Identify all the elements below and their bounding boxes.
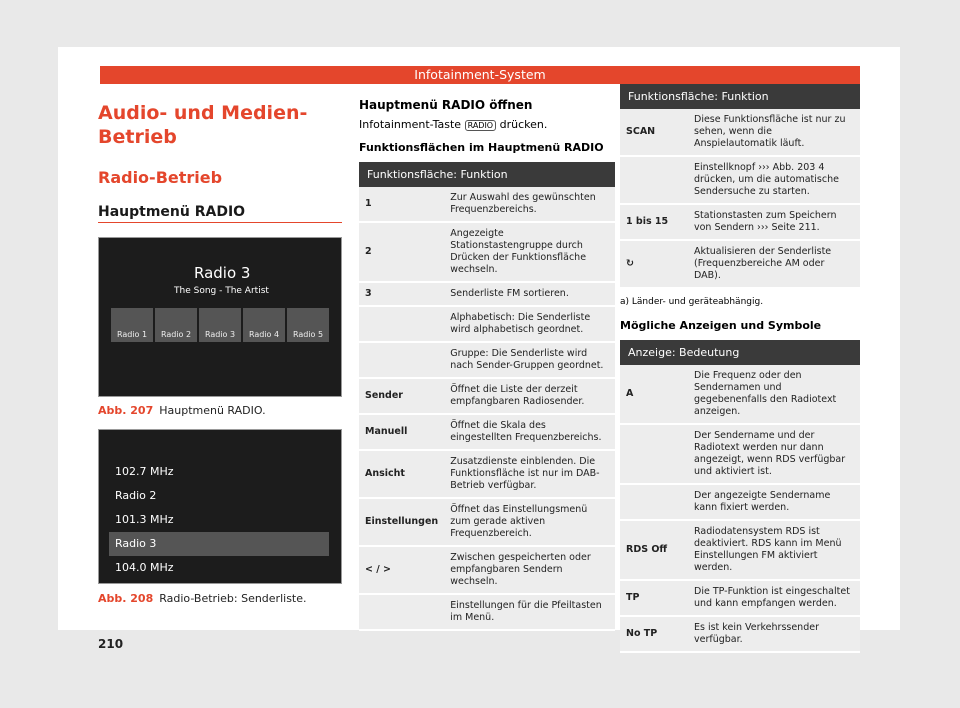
caption-number: Abb. 207 [98,404,154,417]
row-key [620,424,688,484]
row-value: Aktualisieren der Senderliste (Frequenzbereiche AM oder DAB). [688,240,860,288]
symbols-table [620,340,860,653]
table-row [620,109,860,156]
table-row [359,594,615,630]
row-value: Öffnet die Skala des eingestellten Frequenzbereichs. [444,414,615,450]
table-row [359,342,615,378]
row-value: Der angezeigte Sendername kann fixiert werden. [688,484,860,520]
row-value: Gruppe: Die Senderliste wird nach Sender-Gruppen geordnet. [444,342,615,378]
row-key: 1 [359,187,444,222]
screen-title: Radio 3 [194,264,251,282]
table-row [620,616,860,652]
row-key [359,306,444,342]
row-key: SCAN [620,109,688,156]
row-value: Die TP-Funktion ist eingeschaltet und kann empfangen werden. [688,580,860,616]
instruction-a: Infotainment-Taste [359,118,462,131]
row-value: Radiodatensystem RDS ist deaktiviert. RDS kann im Menü Einstellungen FM aktiviert werden. [688,520,860,580]
row-value: Senderliste FM sortieren. [444,282,615,306]
caption-text: Hauptmenü RADIO. [159,404,266,417]
row-value: Zusatzdienste einblenden. Die Funktionsfläche ist nur im DAB-Betrieb verfügbar. [444,450,615,498]
radio-key: RADIO [465,120,497,131]
table-header: Funktionsfläche: Funktion [620,84,860,109]
row-value: Es ist kein Verkehrssender verfügbar. [688,616,860,652]
row-key: ↻ [620,240,688,288]
preset-tile: Radio 1 [111,308,153,342]
middle-column [359,84,615,631]
station-list [109,460,329,580]
caption-text: Radio-Betrieb: Senderliste. [159,592,307,605]
row-value: Einstellungen für die Pfeiltasten im Menü. [444,594,615,630]
table-row [359,187,615,222]
preset-tile: Radio 5 [287,308,329,342]
figure-caption [98,592,307,605]
station-row: Radio 2 [115,489,157,502]
functions-table-continued [620,84,860,289]
row-key: 1 bis 15 [620,204,688,240]
row-value: Alphabetisch: Die Senderliste wird alphabetisch geordnet. [444,306,615,342]
station-row: 101.3 MHz [115,513,174,526]
row-key: Einstellungen [359,498,444,546]
table-row [620,520,860,580]
table-row [620,240,860,288]
page-header: Infotainment-System [100,66,860,84]
preset-tiles [111,308,331,346]
table-row [620,365,860,424]
row-value: Zwischen gespeicherten oder empfangbaren Sendern wechseln. [444,546,615,594]
table-header: Funktionsfläche: Funktion [359,162,615,187]
subsection-title: Hauptmenü RADIO [98,204,246,220]
symbols-title: Mögliche Anzeigen und Symbole [620,319,822,332]
row-key: Sender [359,378,444,414]
figure-radio-main [98,237,342,397]
chapter-title: Audio- und Medien-Betrieb [98,102,308,148]
figure-caption [98,404,266,417]
preset-tile: Radio 3 [199,308,241,342]
row-key: TP [620,580,688,616]
row-value: Einstellknopf ››› Abb. 203 4 drücken, um die automatische Sendersuche zu starten. [688,156,860,204]
row-key: 2 [359,222,444,282]
row-key [620,484,688,520]
table-row [359,414,615,450]
row-key: 3 [359,282,444,306]
preset-tile: Radio 4 [243,308,285,342]
table-row [359,546,615,594]
station-row: Radio 3 [109,532,329,556]
section-title: Radio-Betrieb [98,168,223,187]
table-row [620,580,860,616]
table-header: Anzeige: Bedeutung [620,340,860,365]
left-column [98,84,342,630]
row-value: Die Frequenz oder den Sendernamen und gegebenenfalls den Radiotext anzeigen. [688,365,860,424]
row-key: Ansicht [359,450,444,498]
row-key: RDS Off [620,520,688,580]
open-title: Hauptmenü RADIO öffnen [359,98,533,112]
row-key: A [620,365,688,424]
row-key [359,594,444,630]
row-value: Zur Auswahl des gewünschten Frequenzbereichs. [444,187,615,222]
row-key: Manuell [359,414,444,450]
table-row [620,424,860,484]
page-number: 210 [98,637,124,651]
table-row [359,378,615,414]
row-value: Öffnet die Liste der derzeit empfangbaren Radiosender. [444,378,615,414]
table-row [620,484,860,520]
screen-subtitle: The Song - The Artist [174,286,269,296]
table-row [620,156,860,204]
row-key: No TP [620,616,688,652]
station-row: 104.0 MHz [115,561,174,574]
figure-station-list [98,429,342,584]
preset-tile: Radio 2 [155,308,197,342]
table-row [359,498,615,546]
row-value: Der Sendername und der Radiotext werden nur dann angezeigt, wenn RDS verfügbar und aktiviert ist. [688,424,860,484]
functions-table [359,162,615,631]
instruction [359,118,615,131]
row-value: Öffnet das Einstellungsmenü zum gerade aktiven Frequenzbereich. [444,498,615,546]
row-value: Angezeigte Stationstastengruppe durch Drücken der Funktionsfläche wechseln. [444,222,615,282]
table-row [359,306,615,342]
instruction-b: drücken. [499,118,548,131]
row-value: Diese Funktionsfläche ist nur zu sehen, wenn die Anspielautomatik läuft. [688,109,860,156]
row-key [620,156,688,204]
table-row [620,204,860,240]
functions-title: Funktionsflächen im Hauptmenü RADIO [359,141,604,154]
row-value: Stationstasten zum Speichern von Sendern ››› Seite 211. [688,204,860,240]
row-key: < / > [359,546,444,594]
table-row [359,450,615,498]
station-row: 102.7 MHz [115,465,174,478]
caption-number: Abb. 208 [98,592,154,605]
divider [98,222,342,223]
table-row [359,282,615,306]
right-column [620,84,860,653]
footnote: a) Länder- und geräteabhängig. [620,297,764,307]
row-key [359,342,444,378]
table-row [359,222,615,282]
